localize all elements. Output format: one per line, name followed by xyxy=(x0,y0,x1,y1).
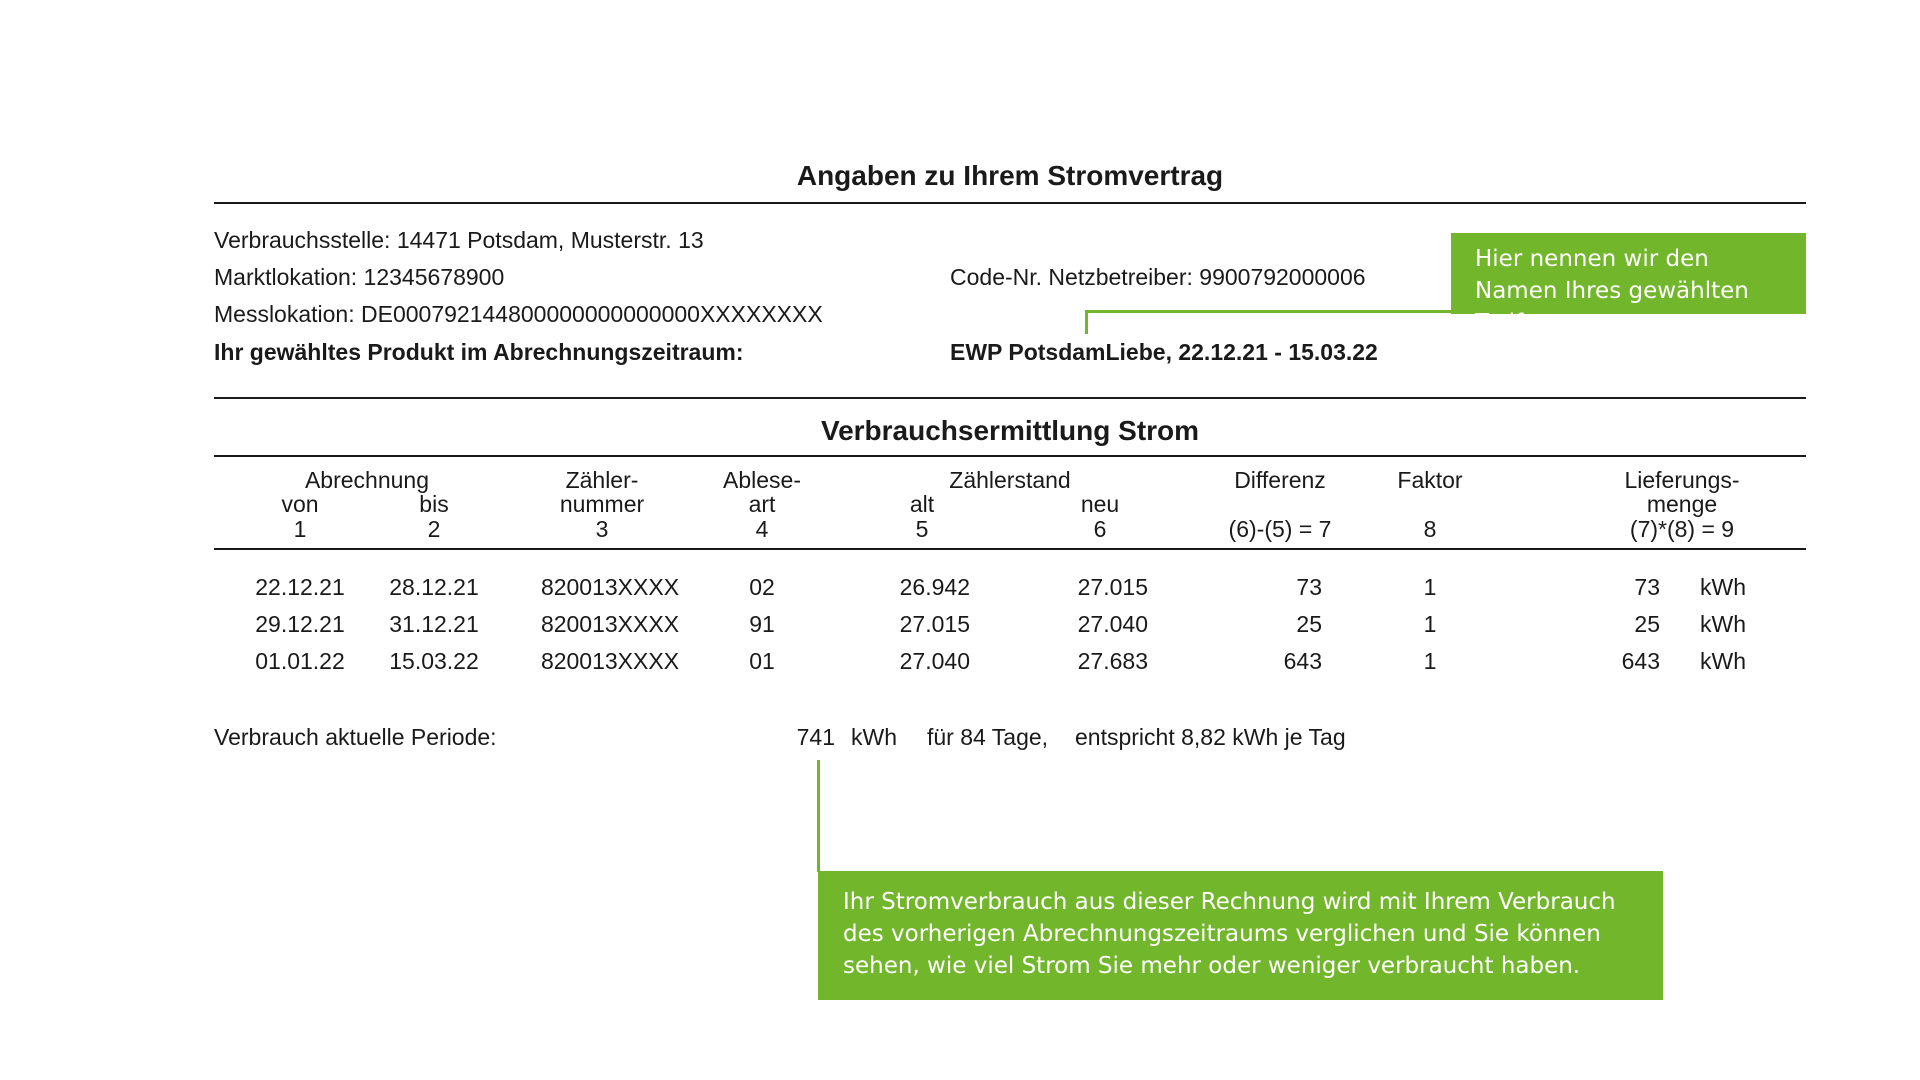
cell-von: 29.12.21 xyxy=(255,611,345,637)
col-number-4: 4 xyxy=(755,516,769,542)
cell-zaehler: 820013XXXX xyxy=(540,611,680,637)
cell-neu: 27.040 xyxy=(1077,611,1148,637)
col-number-5: 5 xyxy=(915,516,929,542)
summary-unit: kWh xyxy=(851,724,897,750)
summary-per-day: entspricht 8,82 kWh je Tag xyxy=(1075,724,1346,750)
col-number-8: 8 xyxy=(1423,516,1437,542)
cell-differenz: 25 xyxy=(1296,611,1322,637)
divider xyxy=(214,202,1806,204)
col-number-6: 6 xyxy=(1093,516,1107,542)
cell-differenz: 73 xyxy=(1296,574,1322,600)
cell-art: 02 xyxy=(749,574,775,600)
col-header-neu: neu xyxy=(1080,491,1120,517)
col-header-nummer: nummer xyxy=(559,491,645,517)
col-number-2: 2 xyxy=(427,516,441,542)
verbrauchsstelle: Verbrauchsstelle: 14471 Potsdam, Musterstr. 13 xyxy=(214,227,704,253)
col-header-art: art xyxy=(748,491,776,517)
cell-bis: 15.03.22 xyxy=(389,648,479,674)
cell-bis: 28.12.21 xyxy=(389,574,479,600)
cell-von: 01.01.22 xyxy=(255,648,345,674)
divider xyxy=(214,455,1806,457)
cell-bis: 31.12.21 xyxy=(389,611,479,637)
tariff-callout-connector xyxy=(1085,310,1451,313)
summary-days: für 84 Tage, xyxy=(927,724,1049,750)
cell-faktor: 1 xyxy=(1423,574,1437,600)
cell-zaehler: 820013XXXX xyxy=(540,648,680,674)
col-number-3: 3 xyxy=(595,516,609,542)
messlokation: Messlokation: DE000792144800000000000000XXXXXXXX xyxy=(214,301,823,327)
divider xyxy=(214,548,1806,550)
contract-heading: Angaben zu Ihrem Stromvertrag xyxy=(796,160,1224,191)
cell-unit: kWh xyxy=(1700,574,1746,600)
cell-differenz: 643 xyxy=(1283,648,1322,674)
cell-art: 91 xyxy=(749,611,775,637)
cell-menge: 73 xyxy=(1634,574,1660,600)
col-header-zaehler: Zähler- xyxy=(565,467,639,493)
col-header-zaehlerstand: Zählerstand xyxy=(949,467,1071,493)
col-header-ablese: Ablese- xyxy=(723,467,801,493)
cell-alt: 26.942 xyxy=(899,574,970,600)
cell-neu: 27.015 xyxy=(1077,574,1148,600)
cell-alt: 27.015 xyxy=(899,611,970,637)
cell-menge: 25 xyxy=(1634,611,1660,637)
product-value: EWP PotsdamLiebe, 22.12.21 - 15.03.22 xyxy=(950,339,1378,365)
col-header-abrechnung: Abrechnung xyxy=(304,467,430,493)
consumption-heading: Verbrauchsermittlung Strom xyxy=(820,415,1200,446)
product-label: Ihr gewähltes Produkt im Abrechnungszeitraum: xyxy=(214,339,744,365)
consumption-callout-pointer xyxy=(817,760,820,872)
cell-menge: 643 xyxy=(1621,648,1660,674)
cell-zaehler: 820013XXXX xyxy=(540,574,680,600)
consumption-callout: Ihr Stromverbrauch aus dieser Rechnung wird mit Ihrem Verbrauch des vorherigen Abrechnungszeitraums verglichen und Sie können sehen, wie viel Strom Sie mehr oder weniger verbraucht haben. xyxy=(818,871,1663,1000)
tariff-callout: Hier nennen wir den Namen Ihres gewählten Tarifs. xyxy=(1451,233,1806,314)
cell-neu: 27.683 xyxy=(1077,648,1148,674)
cell-art: 01 xyxy=(749,648,775,674)
col-header-von: von xyxy=(281,491,319,517)
col-header-bis: bis xyxy=(419,491,449,517)
tariff-callout-pointer xyxy=(1085,310,1088,334)
marktlokation: Marktlokation: 12345678900 xyxy=(214,264,505,290)
col-header-faktor: Faktor xyxy=(1397,467,1463,493)
cell-faktor: 1 xyxy=(1423,648,1437,674)
col-number-1: 1 xyxy=(293,516,307,542)
divider xyxy=(214,397,1806,399)
col-header-menge: menge xyxy=(1646,491,1718,517)
code-nr-netzbetreiber: Code-Nr. Netzbetreiber: 9900792000006 xyxy=(950,264,1366,290)
col-number-9: (7)*(8) = 9 xyxy=(1629,516,1735,542)
col-number-7: (6)-(5) = 7 xyxy=(1228,516,1332,542)
summary-value: 741 xyxy=(796,724,835,750)
cell-von: 22.12.21 xyxy=(255,574,345,600)
cell-unit: kWh xyxy=(1700,611,1746,637)
col-header-lieferungs: Lieferungs- xyxy=(1624,467,1740,493)
cell-unit: kWh xyxy=(1700,648,1746,674)
col-header-differenz: Differenz xyxy=(1234,467,1326,493)
cell-faktor: 1 xyxy=(1423,611,1437,637)
summary-label: Verbrauch aktuelle Periode: xyxy=(214,724,497,750)
cell-alt: 27.040 xyxy=(899,648,970,674)
col-header-alt: alt xyxy=(909,491,935,517)
